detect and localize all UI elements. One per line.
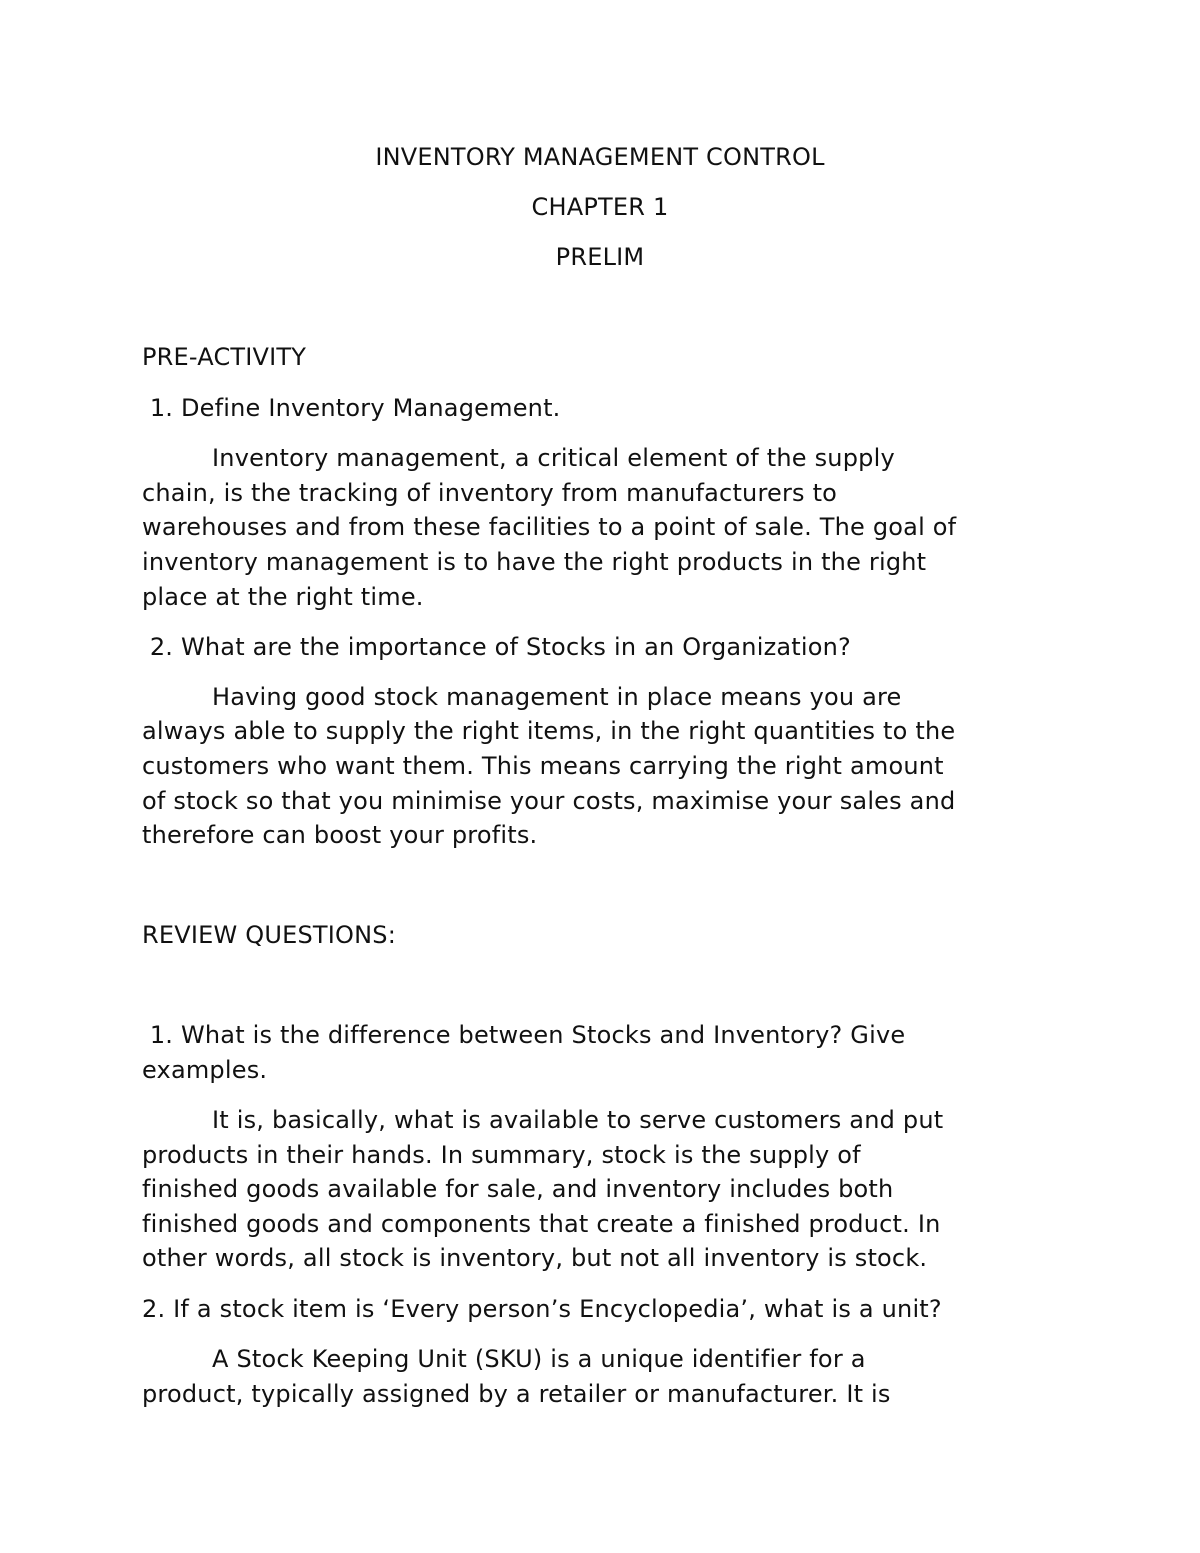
review-answer-1-line-2: products in their hands. In summary, stock is the supply of	[142, 1141, 861, 1169]
chapter-label: CHAPTER 1	[531, 193, 669, 221]
review-question-1-line-2: examples.	[142, 1056, 268, 1084]
pre-activity-answer-2-line-1: Having good stock management in place means you are	[212, 683, 902, 711]
pre-activity-answer-2-line-3: customers who want them. This means carrying the right amount	[142, 752, 944, 780]
review-answer-2-line-1: A Stock Keeping Unit (SKU) is a unique identifier for a	[212, 1345, 866, 1373]
document-title: INVENTORY MANAGEMENT CONTROL	[375, 143, 825, 171]
review-answer-1-line-3: finished goods available for sale, and inventory includes both	[142, 1175, 894, 1203]
pre-activity-question-1: 1. Define Inventory Management.	[142, 394, 561, 422]
review-questions-heading: REVIEW QUESTIONS:	[142, 921, 397, 949]
pre-activity-answer-2-line-5: therefore can boost your profits.	[142, 821, 538, 849]
pre-activity-answer-1-line-1: Inventory management, a critical element of the supply	[212, 444, 895, 472]
review-question-2: 2. If a stock item is ‘Every person’s Encyclopedia’, what is a unit?	[142, 1295, 942, 1323]
term-label: PRELIM	[555, 243, 645, 271]
pre-activity-answer-2-line-4: of stock so that you minimise your costs, maximise your sales and	[142, 787, 956, 815]
pre-activity-heading: PRE-ACTIVITY	[142, 343, 307, 371]
pre-activity-answer-1-line-4: inventory management is to have the right products in the right	[142, 548, 927, 576]
review-answer-2-line-2: product, typically assigned by a retailer or manufacturer. It is	[142, 1380, 891, 1408]
review-answer-1-line-5: other words, all stock is inventory, but not all inventory is stock.	[142, 1244, 928, 1272]
pre-activity-answer-1-line-2: chain, is the tracking of inventory from manufacturers to	[142, 479, 838, 507]
review-answer-1-line-1: It is, basically, what is available to serve customers and put	[212, 1106, 944, 1134]
review-question-1-line-1: 1. What is the difference between Stocks and Inventory? Give	[142, 1021, 906, 1049]
pre-activity-answer-1-line-5: place at the right time.	[142, 583, 424, 611]
review-answer-1-line-4: finished goods and components that create a finished product. In	[142, 1210, 941, 1238]
pre-activity-answer-1-line-3: warehouses and from these facilities to a point of sale. The goal of	[142, 513, 957, 541]
pre-activity-answer-2-line-2: always able to supply the right items, in the right quantities to the	[142, 717, 956, 745]
pre-activity-question-2: 2. What are the importance of Stocks in an Organization?	[142, 633, 851, 661]
